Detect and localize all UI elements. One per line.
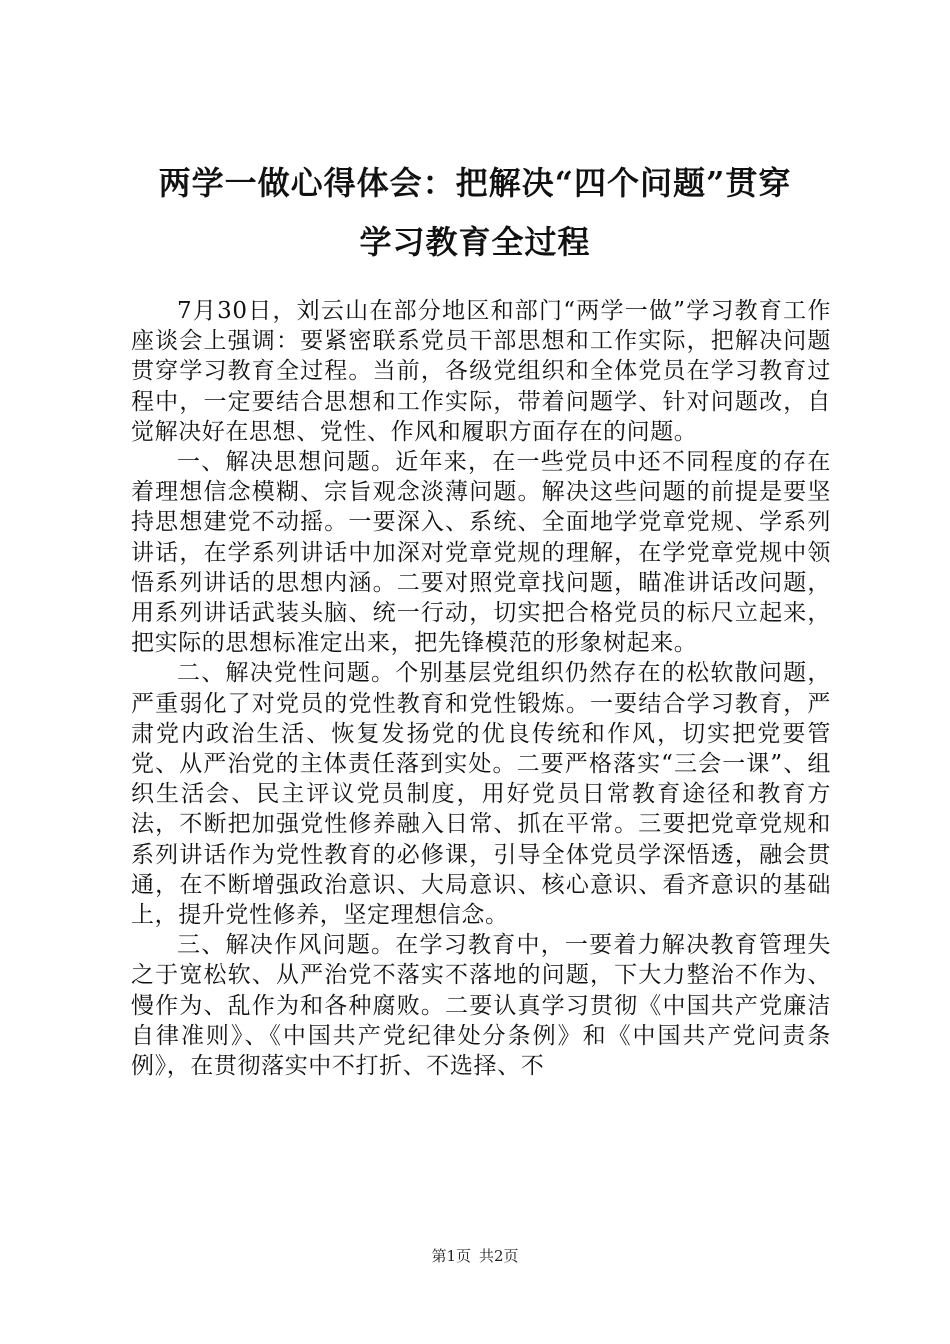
document-title-line-2: 学习教育全过程 [359,223,591,261]
document-body [131,296,831,1081]
paragraph-work-style-issues: 三、解决作风问题。在学习教育中，一要着力解决教育管理失之于宽松软、从严治党不落实不落地的问题，下大力整治不作为、慢作为、乱作为和各种腐败。二要认真学习贯彻《中国共产党廉洁自律准则》、《中国共产党纪律处分条例》和《中国共产党问责条例》，在贯彻落实中不打折、不选择、不 [131,932,831,1080]
paragraph-thought-issues: 一、解决思想问题。近年来，在一些党员中还不同程度的存在着理想信念模糊、宗旨观念淡薄问题。解决这些问题的前提是要坚持思想建党不动摇。一要深入、系统、全面地学党章党规、学系列讲话，在学系列讲话中加深对党章党规的理解，在学党章党规中领悟系列讲话的思想内涵。二要对照党章找问题，瞄准讲话改问题，用系列讲话武装头脑、统一行动，切实把合格党员的标尺立起来，把实际的思想标准定出来，把先锋模范的形象树起来。 [131,449,831,657]
page-number: 第1页 [431,1247,471,1265]
paragraph-party-spirit-issues: 二、解决党性问题。个别基层党组织仍然存在的松软散问题，严重弱化了对党员的党性教育和党性锻炼。一要结合学习教育，严肃党内政治生活、恢复发扬党的优良传统和作风，切实把党要管党、从严治党的主体责任落到实处。二要严格落实“三会一课”、组织生活会、民主评议党员制度，用好党员日常教育途径和教育方法，不断把加强党性修养融入日常、抓在平常。三要把党章党规和系列讲话作为党性教育的必修课，引导全体党员学深悟透，融会贯通，在不断增强政治意识、大局意识、核心意识、看齐意识的基础上，提升党性修养，坚定理想信念。 [131,660,831,929]
page-total: 共2页 [479,1247,519,1265]
paragraph-intro: 7月30日，刘云山在部分地区和部门“两学一做”学习教育工作座谈会上强调：要紧密联系党员干部思想和工作实际，把解决问题贯穿学习教育全过程。当前，各级党组织和全体党员在学习教育过程中，一定要结合思想和工作实际，带着问题学、针对问题改，自觉解决好在思想、党性、作风和履职方面存在的问题。 [131,298,831,445]
document-title-line-1: 两学一做心得体会：把解决“四个问题”贯穿 [158,164,792,202]
page-footer [0,1246,950,1266]
